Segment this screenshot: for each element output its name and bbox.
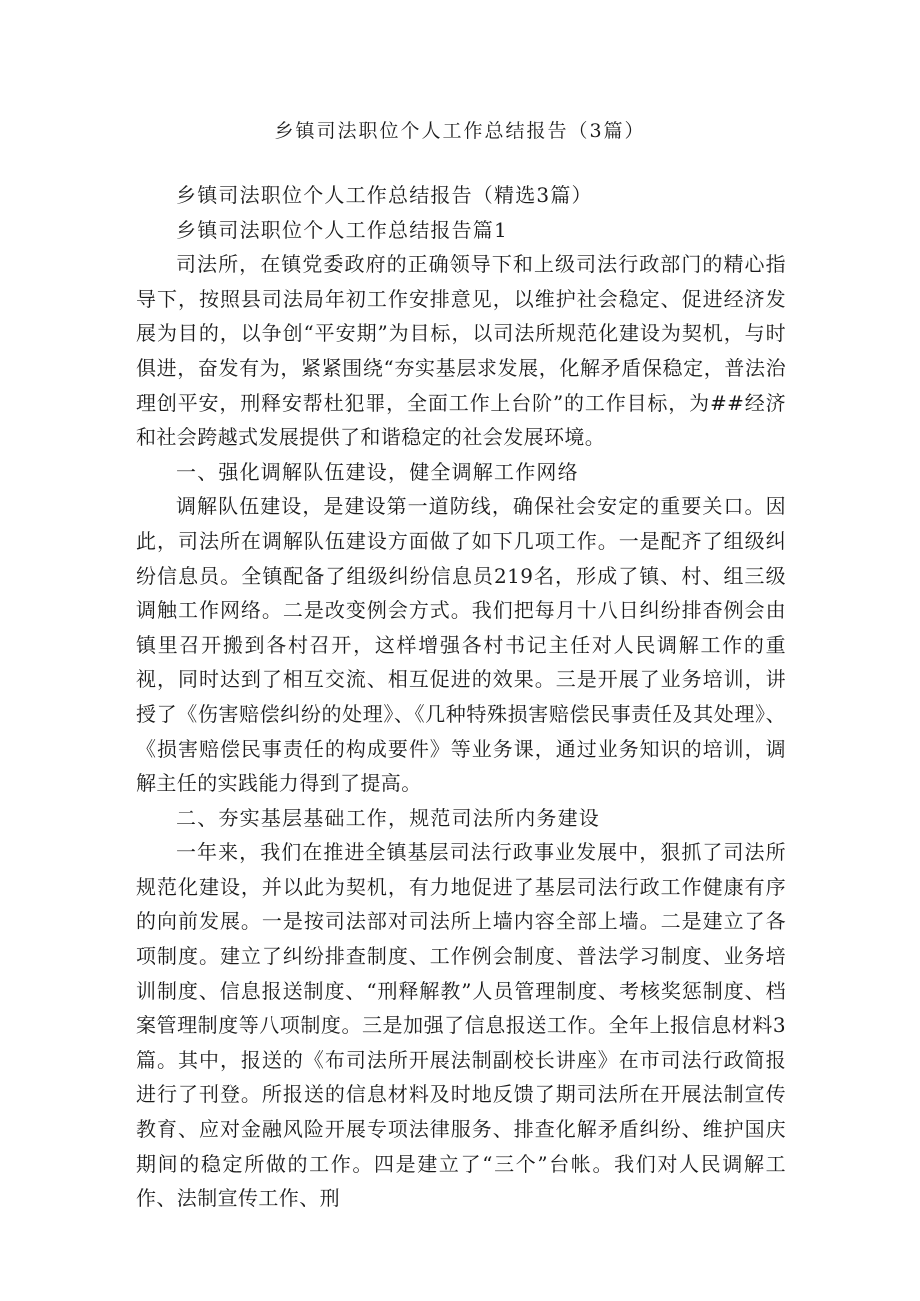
document-body <box>136 178 786 1216</box>
paragraph-grassroots: 一年来，我们在推进全镇基层司法行政事业发展中，狠抓了司法所规范化建设，并以此为契机，有力地促进了基层司法行政工作健康有序的向前发展。一是按司法部对司法所上墙内容全部上墙。二是建立了各项制度。建立了纠纷排查制度、工作例会制度、普法学习制度、业务培训制度、信息报送制度、“刑释解教”人员管理制度、考核奖惩制度、档案管理制度等八项制度。三是加强了信息报送工作。全年上报信息材料3篇。其中，报送的《布司法所开展法制副校长讲座》在市司法行政简报进行了刊登。所报送的信息材料及时地反馈了期司法所在开展法制宣传教育、应对金融风险开展专项法律服务、排查化解矛盾纠纷、维护国庆期间的稳定所做的工作。四是建立了“三个”台帐。我们对人民调解工作、法制宣传工作、刑 <box>136 840 786 1211</box>
document-subtitle: 乡镇司法职位个人工作总结报告（精选3篇） <box>176 183 593 207</box>
paragraph-mediation: 调解队伍建设，是建设第一道防线，确保社会安定的重要关口。因此，司法所在调解队伍建设方面做了如下几项工作。一是配齐了组级纠纷信息员。全镇配备了组级纠纷信息员219名，形成了镇、村、组三级调触工作网络。二是改变例会方式。我们把每月十八日纠纷排杳例会由镇里召开搬到各村召开，这样增强各村书记主任对人民调解工作的重视，同时达到了相互交流、相互促进的效果。三是开展了业务培训，讲授了《伤害赔偿纠纷的处理》、《几种特殊损害赔偿民事责任及其处理》、《损害赔偿民事责任的构成要件》等业务课，通过业务知识的培训，调解主任的实践能力得到了提高。 <box>136 494 786 796</box>
section-title: 乡镇司法职位个人工作总结报告篇1 <box>176 217 508 242</box>
paragraph-intro: 司法所，在镇党委政府的正确领导下和上级司法行政部门的精心指导下，按照县司法局年初工作安排意见，以维护社会稳定、促进经济发展为目的，以争创“平安期”为目标，以司法所规范化建设为契机，与时俱进，奋发有为，紧紧围绕“夯实基层求发展，化解矛盾保稳定，普法治理创平安，刑释安帮杜犯罪，全面工作上台阶”的工作目标，为##经济和社会跨越式发展提供了和谐稳定的社会发展环境。 <box>136 252 786 450</box>
section-heading-2: 二、夯实基层基础工作，规范司法所内务建设 <box>176 805 600 830</box>
section-heading-1: 一、强化调解队伍建设，健全调解工作网络 <box>176 459 579 484</box>
document-title: 乡镇司法职位个人工作总结报告（3篇） <box>274 120 646 142</box>
